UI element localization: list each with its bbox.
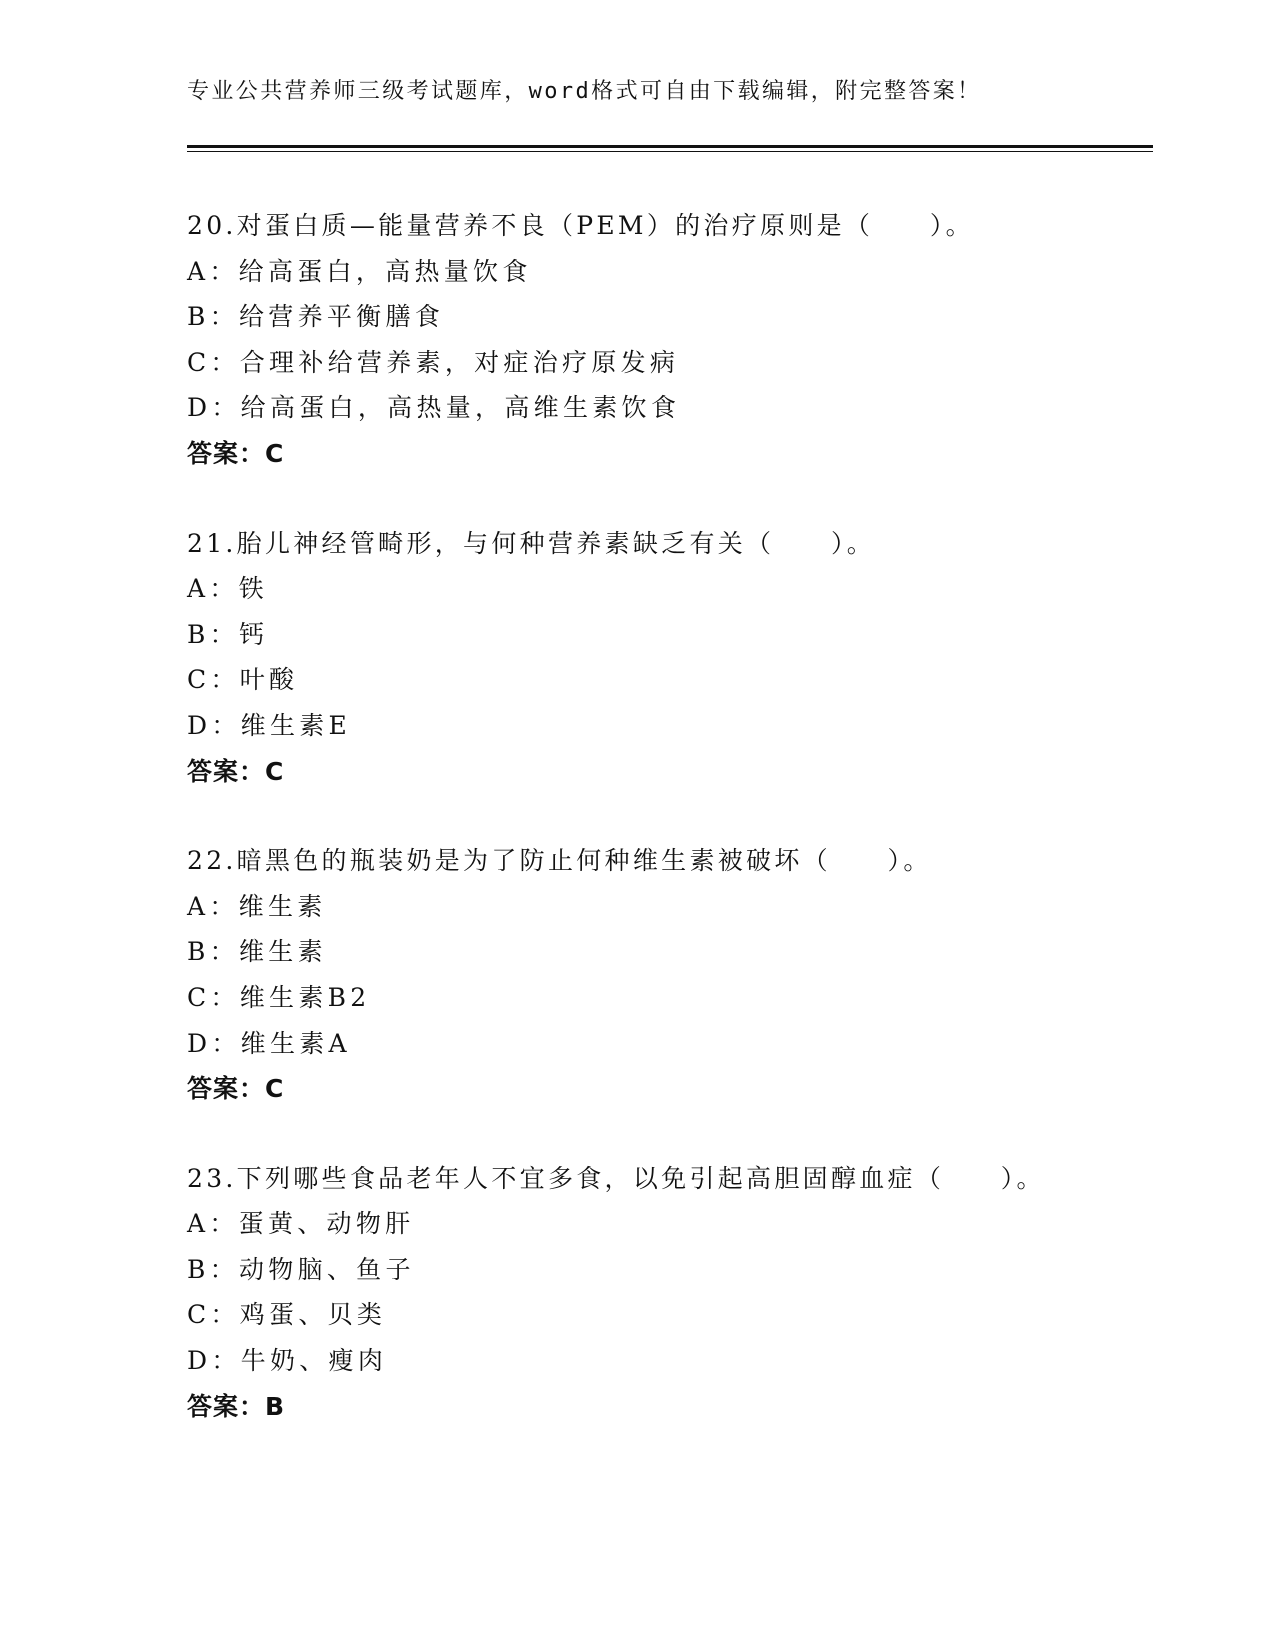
- option-c: C：鸡蛋、贝类: [187, 1300, 387, 1330]
- option-a: A：蛋黄、动物肝: [187, 1209, 415, 1239]
- question-title: 20.对蛋白质—能量营养不良（PEM）的治疗原则是（ ）。: [187, 211, 974, 240]
- option-a: A：给高蛋白，高热量饮食: [187, 256, 532, 286]
- question-22: [187, 838, 1153, 1112]
- option-c: C：叶酸: [187, 665, 299, 695]
- option-d: D：牛奶、瘦肉: [187, 1346, 388, 1376]
- option-b: B：维生素: [187, 937, 327, 967]
- option-b: B：动物脑、鱼子: [187, 1254, 415, 1284]
- answer: 答案：C: [187, 1074, 285, 1104]
- header-divider-thin: [187, 151, 1153, 152]
- header-divider-thick: [187, 145, 1153, 148]
- option-c: C：合理补给营养素，对症治疗原发病: [187, 347, 680, 377]
- option-a: A：维生素: [187, 891, 327, 921]
- answer: 答案：B: [187, 1391, 286, 1421]
- option-d: D：维生素A: [187, 1028, 351, 1058]
- option-d: D：维生素E: [187, 710, 352, 740]
- option-d: D：给高蛋白，高热量，高维生素饮食: [187, 393, 681, 423]
- question-21: [187, 521, 1153, 795]
- page-header: 专业公共营养师三级考试题库，word格式可自由下载编辑，附完整答案！: [187, 79, 982, 104]
- question-list: [187, 203, 1153, 1473]
- question-title: 23.下列哪些食品老年人不宜多食，以免引起高胆固醇血症（ ）。: [187, 1163, 1045, 1193]
- question-23: [187, 1156, 1153, 1430]
- option-a: A：铁: [187, 574, 268, 604]
- option-b: B：钙: [187, 619, 269, 649]
- question-20: [187, 203, 1153, 477]
- question-title: 21.胎儿神经管畸形，与何种营养素缺乏有关（ ）。: [187, 528, 876, 558]
- option-b: B：给营养平衡膳食: [187, 302, 445, 332]
- answer: 答案：C: [187, 756, 285, 786]
- answer: 答案：C: [187, 438, 285, 468]
- question-title: 22.暗黑色的瓶装奶是为了防止何种维生素被破坏（ ）。: [187, 846, 932, 876]
- option-c: C：维生素B2: [187, 982, 371, 1012]
